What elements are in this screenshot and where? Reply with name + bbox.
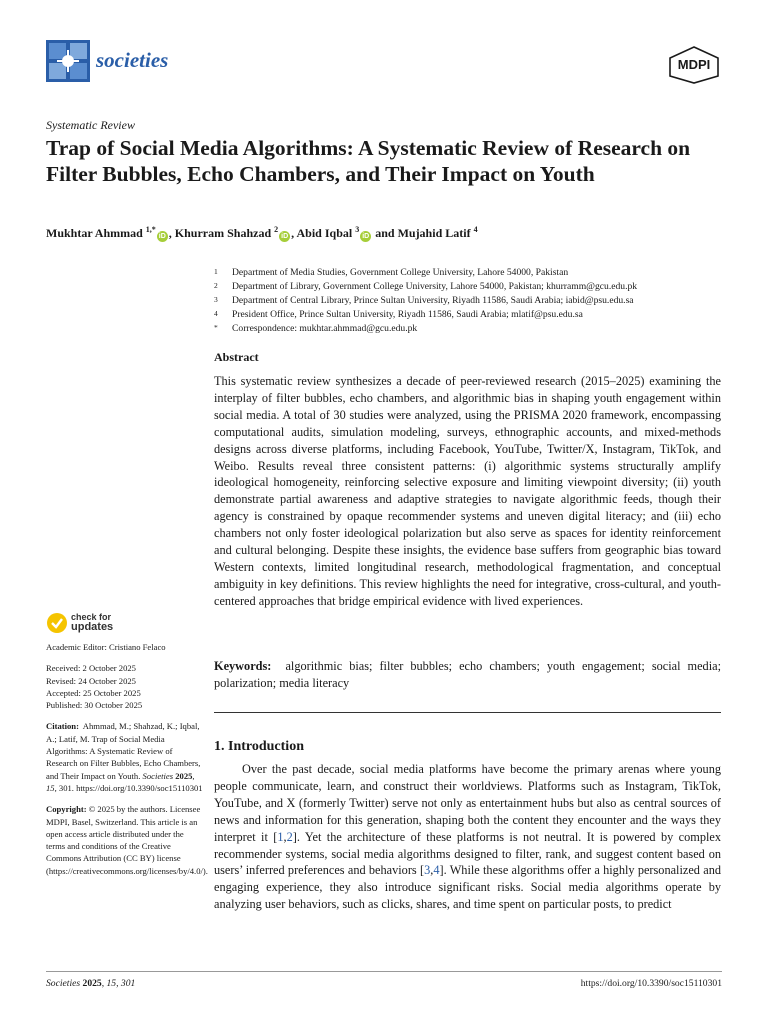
mdpi-logo-text: MDPI xyxy=(677,57,711,72)
footer-divider xyxy=(46,971,722,972)
author-name[interactable]: Mukhtar Ahmmad xyxy=(46,226,143,240)
date-accepted: Accepted: 25 October 2025 xyxy=(46,687,141,698)
author-name[interactable]: Khurram Shahzad xyxy=(174,226,272,240)
footer-citation: Societies 2025, 15, 301 xyxy=(46,978,136,989)
section-divider xyxy=(214,712,721,713)
copyright-block: Copyright: © 2025 by the authors. Licensee MDPI, Basel, Switzerland. This article is an open access article distributed under the terms and conditions of the Creative Commons Attribution (CC BY) license (https://creativecommons.org/licenses/by/4.0/). xyxy=(46,804,208,876)
keywords-label: Keywords: xyxy=(214,659,272,673)
affiliation-item: 2 Department of Library, Government College University, Lahore 54000, Pakistan; khurramm@gcu.edu.pk xyxy=(214,281,638,292)
article-type: Systematic Review xyxy=(46,118,135,132)
author-affil-sup: 4 xyxy=(473,225,478,234)
citation-doi[interactable]: , 301. https://doi.org/10.3390/soc15110301 xyxy=(54,782,203,793)
journal-logo-icon xyxy=(46,40,90,82)
affiliation-item: 4 President Office, Prince Sultan University, Riyadh 11586, Saudi Arabia; mlatif@psu.edu.sa xyxy=(214,309,583,320)
citation-link[interactable]: 4 xyxy=(433,863,440,878)
author-affil-sup: 1,* xyxy=(145,225,156,234)
author-affil-sup: 2 xyxy=(274,225,279,234)
orcid-icon[interactable]: iD xyxy=(158,233,166,240)
affiliation-item: 1 Department of Media Studies, Government College University, Lahore 54000, Pakistan xyxy=(214,267,569,278)
orcid-icon[interactable]: iD xyxy=(362,233,370,240)
check-updates-icon xyxy=(46,612,68,634)
orcid-icon[interactable]: iD xyxy=(281,233,289,240)
date-published: Published: 30 October 2025 xyxy=(46,700,143,711)
article-info-sidebar xyxy=(46,641,208,877)
author-affil-sup: 3 xyxy=(355,225,360,234)
citation-link[interactable]: 2 xyxy=(286,829,293,844)
date-received: Received: 2 October 2025 xyxy=(46,663,136,674)
author-name[interactable]: Mujahid Latif xyxy=(397,226,471,240)
article-title: Trap of Social Media Algorithms: A Systematic Review of Research on Filter Bubbles, Echo Chambers, and Their Impact on Youth xyxy=(46,136,691,186)
keywords xyxy=(214,658,721,692)
academic-editor: Academic Editor: Cristiano Felaco xyxy=(46,642,166,652)
author-name[interactable]: Abid Iqbal xyxy=(296,226,353,240)
abstract-text: This systematic review synthesizes a decade of peer-reviewed research (2015–2025) examining the interplay of filter bubbles, echo chambers, and algorithmic bias in shaping youth engagement within social media. A total of 30 studies were analyzed, using the PRISMA 2020 framework, encompassing computational audits, simulation modeling, surveys, ethnographic accounts, and mixed-methods designs across diverse platforms, including Facebook, YouTube, Twitter/X, Instagram, TikTok, and Weibo. Results reveal three consistent patterns: (i) algorithmic systems structurally amplify ideological homogeneity, reinforcing selective exposure and limiting viewpoint diversity; (ii) youth demonstrate partial awareness and adaptive strategies to navigate algorithmic feeds, though their agency is constrained by opaque recommender systems and uneven digital literacy; and (iii) echo chambers not only foster ideological polarization but also serve as spaces for identity reinforcement and cultural belonging. Despite these insights, the evidence base suffers from geographic bias toward Western contexts, limited longitudinal research, methodological fragmentation, and conceptual ambiguity in key definitions. This review highlights the need for integrative, cross-cultural, and youth-centered approaches that bridge empirical evidence with lived experiences. xyxy=(214,374,721,608)
check-for-updates-badge[interactable] xyxy=(46,611,166,635)
author-list: Mukhtar Ahmmad $^{1,*}$iD , Khurram Shahzad $^2$iD , Abid Iqbal $^3$iD and Mujahid Latif $^4$ xyxy=(46,225,478,240)
citation-link[interactable]: 1 xyxy=(277,829,284,844)
affiliation-list xyxy=(214,266,734,336)
mdpi-logo[interactable] xyxy=(668,46,720,84)
check-updates-line1: check for xyxy=(71,612,112,622)
abstract-heading: Abstract xyxy=(214,350,259,364)
date-revised: Revised: 24 October 2025 xyxy=(46,675,136,686)
journal-name[interactable]: societies xyxy=(96,48,169,72)
check-updates-line2: updates xyxy=(71,621,114,633)
correspondence-item: * Correspondence: mukhtar.ahmmad@gcu.edu.pk xyxy=(214,323,418,334)
section-heading-introduction: 1. Introduction xyxy=(214,739,304,754)
footer-doi-link[interactable]: https://doi.org/10.3390/soc15110301 xyxy=(580,978,722,989)
affiliation-item: 3 Department of Central Library, Prince Sultan University, Riyadh 11586, Saudi Arabia; iabid@psu.edu.sa xyxy=(214,295,634,306)
citation-block: Citation: Ahmmad, M.; Shahzad, K.; Iqbal, A.; Latif, M. Trap of Social Media Algorithms: A Systematic Review of Research on Filter Bubbles, Echo Chambers, and Their Impact on Youth. Societies 2025, 15, 301. https://doi.org/10.3390/soc15110301 xyxy=(46,721,203,793)
keywords-text: algorithmic bias; filter bubbles; echo chambers; youth engagement; social media; polarization; media literacy xyxy=(214,659,721,690)
introduction-paragraph: Over the past decade, social media platforms have become the primary arenas where young people communicate, learn, and construct their worldviews. Platforms such as Instagram, TikTok, YouTube, and X (formerly Twitter) serve not only as entertainment hubs but also as central sources of news and information for this generation, shaping both the content they encounter and the ways they interpret it [1,2]. Yet the architecture of these platforms is not neutral. It is powered by complex recommender systems, social media algorithms designed to filter, rank, and suggest content based on users’ inferred preferences and behaviors [3,4]. While these algorithms offer a highly personalized and engaging experience, they also introduce significant risks. Social media algorithms operate by analyzing user behaviors, such as clicks, shares, and time spent on particular posts, to predict xyxy=(214,762,721,912)
citation-link[interactable]: 3 xyxy=(424,863,431,878)
